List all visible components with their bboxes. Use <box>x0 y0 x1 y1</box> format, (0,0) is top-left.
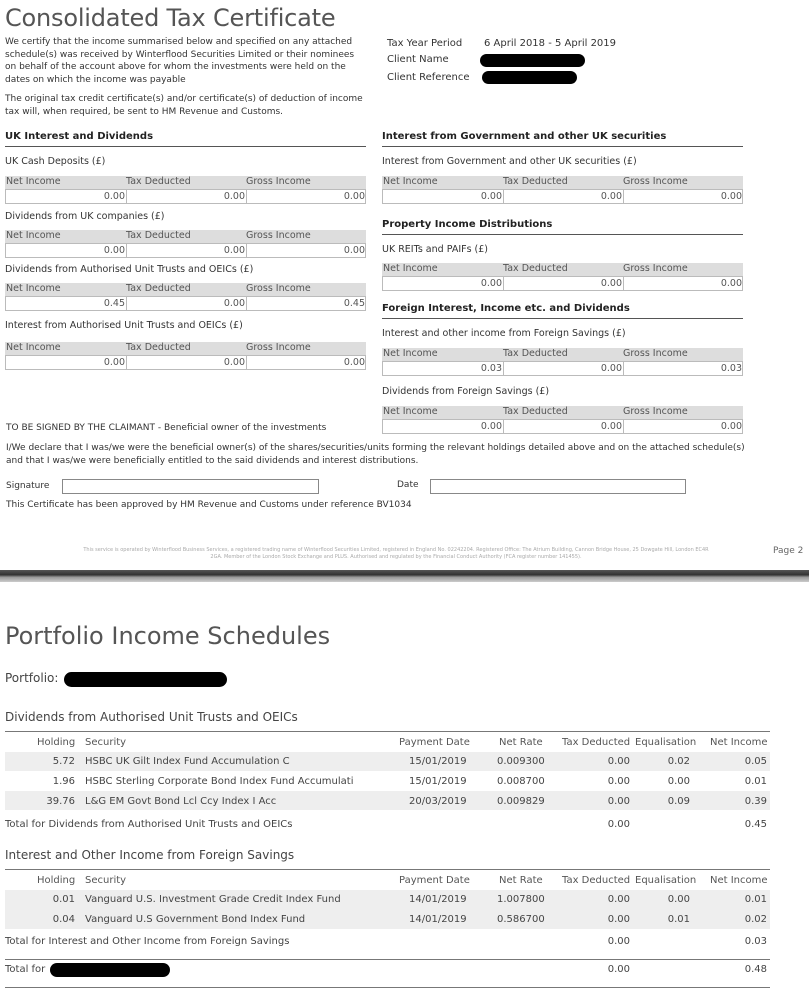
rate-cell: 0.586700 <box>497 914 545 925</box>
col-net-income: Net Income <box>383 176 438 187</box>
income-grid-row <box>382 361 743 376</box>
bottom-rule <box>5 987 770 988</box>
holding-cell: 0.04 <box>52 914 75 925</box>
gross-income-value: 0.00 <box>343 191 365 202</box>
col-tax-deducted: Tax Deducted <box>126 283 191 294</box>
col-gross-income: Gross Income <box>623 406 688 417</box>
income-grid-row <box>382 419 743 434</box>
security-cell: Vanguard U.S Government Bond Index Fund <box>85 914 306 925</box>
approval-text: This Certificate has been approved by HM Revenue and Customs under reference BV1034 <box>6 500 412 510</box>
net-income-cell: 0.05 <box>744 756 767 767</box>
col-net-income: Net Income <box>710 737 768 748</box>
col-tax-deducted: Tax Deducted <box>126 230 191 241</box>
section-total-label: Total for Dividends from Authorised Unit Trusts and OEICs <box>5 819 293 830</box>
schedules-title: Portfolio Income Schedules <box>5 622 331 650</box>
section-rule <box>5 731 770 732</box>
date-cell: 15/01/2019 <box>409 756 467 767</box>
tax-deducted-value: 0.00 <box>127 355 247 370</box>
col-tax-deducted: Tax Deducted <box>503 176 568 187</box>
col-net-income: Net Income <box>383 348 438 359</box>
certificate-title: Consolidated Tax Certificate <box>5 4 336 32</box>
tax-cell: 0.00 <box>607 756 630 767</box>
redacted-portfolio-total-name <box>50 963 170 977</box>
income-grid-header <box>5 176 366 189</box>
security-cell: HSBC Sterling Corporate Bond Index Fund Accumulati <box>85 776 354 787</box>
col-gross-income: Gross Income <box>246 283 311 294</box>
net-income-value: 0.00 <box>383 189 504 204</box>
gross-income-value: 0.03 <box>720 363 742 374</box>
equalisation-cell: 0.02 <box>667 756 690 767</box>
net-income-value: 0.00 <box>6 189 127 204</box>
date-cell: 20/03/2019 <box>409 796 467 807</box>
tax-deducted-value: 0.00 <box>504 189 624 204</box>
group-label: Interest from Government and other UK securities (£) <box>382 156 637 167</box>
gross-income-value: 0.00 <box>720 421 742 432</box>
col-gross-income: Gross Income <box>246 176 311 187</box>
signature-label: Signature <box>6 481 50 491</box>
net-income-value: 0.03 <box>383 361 504 376</box>
page-separator <box>0 570 809 582</box>
col-tax-deducted: Tax Deducted <box>126 342 191 353</box>
gross-income-value: 0.45 <box>343 298 365 309</box>
col-net-rate: Net Rate <box>499 737 543 748</box>
col-net-income: Net Income <box>6 230 61 241</box>
footer-disclaimer: This service is operated by Winterflood Business Services, a registered trading name of Winterflood Securities Limited, registered in England No. 02242204. Registered Office: The Atrium Building, Cannon Bridge House, 25 Dowgate Hill, London EC4R 2GA. Member of the London Stock Exchange and PLUS. Authorised and regulated by the Financial Conduct Authority (FCA register number 141455). <box>83 547 709 560</box>
col-tax-deducted: Tax Deducted <box>503 263 568 274</box>
net-income-value: 0.00 <box>383 276 504 291</box>
section-total-label: Total for Interest and Other Income from Foreign Savings <box>5 936 290 947</box>
net-income-cell: 0.39 <box>744 796 767 807</box>
net-income-value: 0.00 <box>383 419 504 434</box>
security-cell: HSBC UK Gilt Index Fund Accumulation C <box>85 756 290 767</box>
net-income-cell: 0.02 <box>744 914 767 925</box>
equalisation-cell: 0.00 <box>667 776 690 787</box>
col-net-income: Net Income <box>710 875 768 886</box>
tax-cell: 0.00 <box>607 796 630 807</box>
col-equalisation: Equalisation <box>635 875 697 886</box>
grand-total-label: Total for <box>5 964 46 975</box>
tax-year-value: 6 April 2018 - 5 April 2019 <box>484 38 617 49</box>
schedule-section-title: Dividends from Authorised Unit Trusts and OEICs <box>5 710 298 724</box>
section-total-net: 0.03 <box>744 936 767 947</box>
sign-heading: TO BE SIGNED BY THE CLAIMANT - Beneficial owner of the investments <box>6 423 327 433</box>
section-rule <box>5 869 770 870</box>
holding-cell: 1.96 <box>52 776 75 787</box>
equalisation-cell: 0.00 <box>667 894 690 905</box>
date-label: Date <box>397 480 419 490</box>
col-payment-date: Payment Date <box>399 737 470 748</box>
redacted-client-name <box>480 54 585 67</box>
intro-paragraph: We certify that the income summarised below and specified on any attached schedule(s) was received by Winterflood Securities Limited or their nominees on behalf of the account above for whom the investments were held on the dates on which the income was payable <box>5 37 355 85</box>
equalisation-cell: 0.01 <box>667 914 690 925</box>
col-net-income: Net Income <box>6 283 61 294</box>
signature-field[interactable] <box>62 479 319 494</box>
tax-cell: 0.00 <box>607 776 630 787</box>
gross-income-value: 0.00 <box>343 245 365 256</box>
col-gross-income: Gross Income <box>246 230 311 241</box>
col-tax-deducted: Tax Deducted <box>503 406 568 417</box>
section-total-tax: 0.00 <box>607 936 630 947</box>
date-cell: 14/01/2019 <box>409 894 467 905</box>
holding-cell: 5.72 <box>52 756 75 767</box>
gross-income-value: 0.00 <box>720 278 742 289</box>
group-label: UK Cash Deposits (£) <box>5 156 106 167</box>
tax-deducted-value: 0.00 <box>504 361 624 376</box>
gross-income-value: 0.00 <box>720 191 742 202</box>
col-security: Security <box>85 737 127 748</box>
date-field[interactable] <box>430 479 686 494</box>
group-label: UK REITs and PAIFs (£) <box>382 244 489 255</box>
income-grid-header <box>382 406 743 419</box>
col-security: Security <box>85 875 127 886</box>
group-label: Interest from Authorised Unit Trusts and OEICs (£) <box>5 320 243 331</box>
grand-total-rule <box>5 959 770 960</box>
tax-cell: 0.00 <box>607 914 630 925</box>
col-gross-income: Gross Income <box>623 176 688 187</box>
rate-cell: 0.008700 <box>497 776 545 787</box>
section-heading-foreign-income: Foreign Interest, Income etc. and Dividends <box>382 303 743 319</box>
redacted-portfolio-name <box>64 672 227 687</box>
income-grid-row <box>5 355 366 370</box>
net-income-value: 0.00 <box>6 355 127 370</box>
income-grid-row <box>382 276 743 291</box>
col-gross-income: Gross Income <box>623 348 688 359</box>
col-holding: Holding <box>37 737 76 748</box>
col-equalisation: Equalisation <box>635 737 697 748</box>
income-grid-header <box>382 348 743 361</box>
grand-total-net: 0.48 <box>744 964 767 975</box>
col-holding: Holding <box>37 875 76 886</box>
income-grid-row <box>5 189 366 204</box>
group-label: Interest and other income from Foreign Savings (£) <box>382 328 626 339</box>
gross-income-value: 0.00 <box>343 357 365 368</box>
date-cell: 14/01/2019 <box>409 914 467 925</box>
income-grid-header <box>382 263 743 276</box>
rate-cell: 1.007800 <box>497 894 545 905</box>
tax-deducted-value: 0.00 <box>504 276 624 291</box>
col-net-income: Net Income <box>383 406 438 417</box>
income-grid-header <box>5 342 366 355</box>
equalisation-cell: 0.09 <box>667 796 690 807</box>
grand-total-tax: 0.00 <box>607 964 630 975</box>
income-grid-row <box>5 296 366 311</box>
section-total-net: 0.45 <box>744 819 767 830</box>
section-heading-government-securities: Interest from Government and other UK securities <box>382 131 743 147</box>
redacted-client-reference <box>482 71 577 84</box>
col-net-rate: Net Rate <box>499 875 543 886</box>
page-number: Page 2 <box>773 546 804 556</box>
net-income-cell: 0.01 <box>744 894 767 905</box>
net-income-cell: 0.01 <box>744 776 767 787</box>
tax-deducted-value: 0.00 <box>504 419 624 434</box>
income-grid-row <box>382 189 743 204</box>
date-cell: 15/01/2019 <box>409 776 467 787</box>
section-heading-property-income: Property Income Distributions <box>382 219 743 235</box>
rate-cell: 0.009300 <box>497 756 545 767</box>
income-grid-row <box>5 243 366 258</box>
tax-year-label: Tax Year Period <box>387 38 463 49</box>
tax-cell: 0.00 <box>607 894 630 905</box>
tax-deducted-value: 0.00 <box>127 296 247 311</box>
income-grid-header <box>382 176 743 189</box>
section-heading-uk-interest: UK Interest and Dividends <box>5 131 366 147</box>
group-label: Dividends from UK companies (£) <box>5 211 165 222</box>
tax-deducted-value: 0.00 <box>127 189 247 204</box>
col-net-income: Net Income <box>6 342 61 353</box>
security-cell: L&G EM Govt Bond Lcl Ccy Index I Acc <box>85 796 277 807</box>
holding-cell: 0.01 <box>52 894 75 905</box>
col-payment-date: Payment Date <box>399 875 470 886</box>
rate-cell: 0.009829 <box>497 796 545 807</box>
portfolio-label: Portfolio: <box>5 671 59 685</box>
security-cell: Vanguard U.S. Investment Grade Credit Index Fund <box>85 894 341 905</box>
tax-deducted-value: 0.00 <box>127 243 247 258</box>
col-gross-income: Gross Income <box>246 342 311 353</box>
declaration-text: I/We declare that I was/we were the beneficial owner(s) of the shares/securities/units forming the relevant holdings detailed above and on the attached schedule(s) and that I was/we were beneficially entitled to the said dividends and interest distributions. <box>6 443 745 466</box>
col-gross-income: Gross Income <box>623 263 688 274</box>
net-income-value: 0.00 <box>6 243 127 258</box>
group-label: Dividends from Foreign Savings (£) <box>382 386 550 397</box>
schedule-section-title: Interest and Other Income from Foreign Savings <box>5 848 295 862</box>
income-grid-header <box>5 283 366 296</box>
intro-paragraph-2: The original tax credit certificate(s) and/or certificate(s) of deduction of income tax will, when required, be sent to HM Revenue and Customs. <box>5 94 363 117</box>
col-tax-deducted: Tax Deducted <box>562 875 631 886</box>
net-income-value: 0.45 <box>6 296 127 311</box>
section-total-tax: 0.00 <box>607 819 630 830</box>
client-ref-label: Client Reference <box>387 72 470 83</box>
group-label: Dividends from Authorised Unit Trusts and OEICs (£) <box>5 264 254 275</box>
income-grid-header <box>5 230 366 243</box>
col-net-income: Net Income <box>383 263 438 274</box>
col-tax-deducted: Tax Deducted <box>126 176 191 187</box>
client-name-label: Client Name <box>387 54 449 65</box>
col-tax-deducted: Tax Deducted <box>562 737 631 748</box>
col-tax-deducted: Tax Deducted <box>503 348 568 359</box>
holding-cell: 39.76 <box>46 796 75 807</box>
col-net-income: Net Income <box>6 176 61 187</box>
